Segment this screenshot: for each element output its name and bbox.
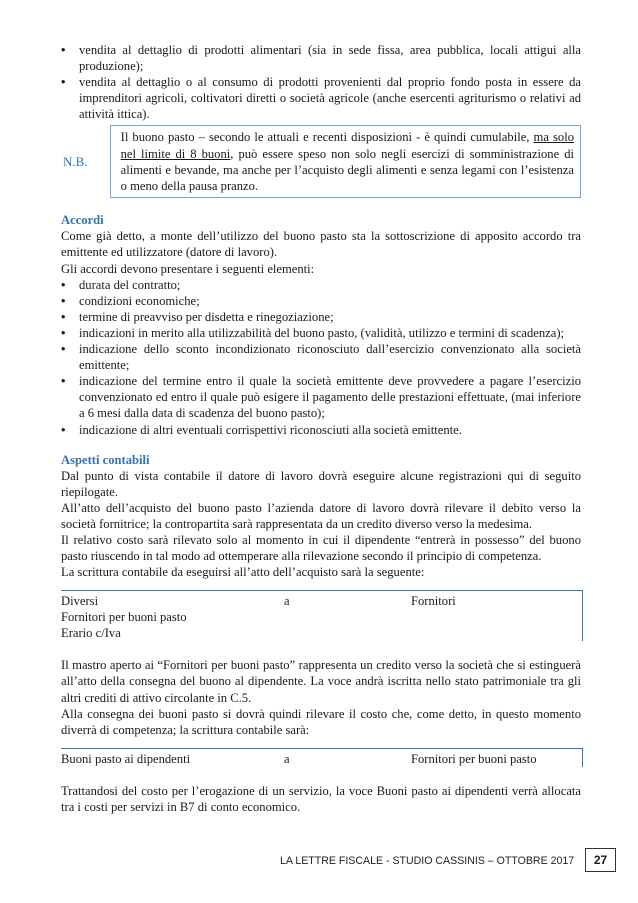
list-item-text: indicazione di altri eventuali corrispettivi riconosciuti alla società emittente. [79,422,462,437]
list-item-text: vendita al dettaglio o al consumo di prodotti provenienti dal proprio fondo posta in essere da imprenditori agricoli, coltivatori diretti o società agricole (anche esercenti agriturismo o relativi ad attività ittica). [79,75,581,122]
bullet-icon: • [61,75,66,90]
entry-debit-account: Fornitori per buoni pasto [61,610,187,625]
list-item [61,325,581,341]
list-item [61,422,581,438]
entry-row [61,625,582,641]
entry-credit-account: Fornitori [411,594,456,609]
list-item-text: condizioni economiche; [79,293,200,308]
entry-separator: a [284,751,290,766]
journal-entry-delivery [61,748,583,767]
paragraph: Trattandosi del costo per l’erogazione di un servizio, la voce Buoni pasto ai dipendenti verrà allocata tra i costi per servizi in B7 di conto economico. [61,783,581,814]
nb-underlined-text: ma solo nel limite di 8 buoni [120,130,574,161]
nb-text: Il buono pasto – secondo le attuali e recenti disposizioni - è quindi cumulabile, [120,130,534,145]
paragraph: Gli accordi devono presentare i seguenti elementi: [61,261,315,276]
list-item [61,42,581,74]
list-item [61,309,581,325]
list-item-text: indicazione dello sconto incondizionato riconosciuto dall’esercizio convenzionato alla società emittente; [79,342,581,373]
spacer [61,641,581,657]
entry-debit-account: Erario c/Iva [61,626,121,641]
list-item [61,74,581,122]
section-title-accordi: Accordi [61,213,104,228]
nb-note [61,125,581,198]
list-item [61,373,581,421]
paragraph: La scrittura contabile da eseguirsi all’atto dell’acquisto sarà la seguente: [61,565,425,580]
nb-label: N.B. [63,153,88,169]
page-content [61,42,581,815]
nb-text: , può essere speso non solo negli esercizi di somministrazione di alimenti e bevande, ma anche per l’acquisto degli alimenti e senza legami con l’esistenza o meno della pausa pranzo. [120,146,574,194]
bullet-icon: • [61,325,66,340]
entry-debit-account: Buoni pasto ai dipendenti [61,751,191,766]
entry-debit-account: Diversi [61,594,99,609]
bullet-icon: • [61,277,66,292]
bullet-icon: • [61,309,66,324]
accordi-bullet-list [61,277,581,438]
spacer [61,767,581,783]
entry-separator: a [284,594,290,609]
entry-row [61,751,582,767]
nb-box [110,125,581,198]
list-item-text: termine di preavviso per disdetta e rinegoziazione; [79,309,334,324]
paragraph: All’atto dell’acquisto del buono pasto l’azienda datore di lavoro dovrà rilevare il debito verso la società fornitrice; la contropartita sarà rappresentata da un credito diverso verso la medesima. [61,500,581,531]
page-number: 27 [585,848,616,872]
bullet-icon: • [61,293,66,308]
bullet-icon: • [61,422,66,437]
list-item-text: vendita al dettaglio di prodotti alimentari (sia in sede fissa, area pubblica, locali attigui alla produzione); [79,43,581,74]
list-item [61,293,581,309]
entry-credit-account: Fornitori per buoni pasto [411,751,537,766]
entry-row [61,609,582,625]
page-footer: LA LETTRE FISCALE - STUDIO CASSINIS – OTTOBRE 2017 [280,855,575,867]
list-item-text: indicazione del termine entro il quale la società emittente deve provvedere a pagare l’esercizio convenzionato ed entro il quale può esigere il pagamento delle prestazioni effettuate, (mai inferiore a 6 mesi dalla data di scadenza del buono pasto); [79,374,581,421]
bullet-icon: • [61,374,66,389]
list-item [61,277,581,293]
paragraph: Il relativo costo sarà rilevato solo al momento in cui il dipendente “entrerà in possesso” del buono pasto riuscendo in tal modo ad ottemperare alla rilevazione secondo il principio di competenza. [61,533,581,564]
section-title-aspetti-contabili: Aspetti contabili [61,452,150,467]
paragraph: Dal punto di vista contabile il datore di lavoro dovrà eseguire alcune registrazioni qui di seguito riepilogate. [61,468,581,499]
journal-entry-purchase [61,590,583,641]
paragraph: Come già detto, a monte dell’utilizzo del buono pasto sta la sottoscrizione di apposito accordo tra emittente ed utilizzatore (datore di lavoro). [61,229,581,260]
list-item-text: durata del contratto; [79,277,181,292]
bullet-icon: • [61,342,66,357]
paragraph: Il mastro aperto ai “Fornitori per buoni pasto” rappresenta un credito verso la società che si estinguerà all’atto della consegna del buono al dipendente. La voce andrà iscritta nello stato patrimoniale tra gli altri crediti di attivo circolante in C.5. [61,658,581,705]
bullet-icon: • [61,43,66,57]
entry-row [61,593,582,609]
intro-bullet-list [61,42,581,122]
list-item [61,341,581,373]
list-item-text: indicazioni in merito alla utilizzabilità del buono pasto, (validità, utilizzo e termini di scadenza); [79,325,565,340]
paragraph: Alla consegna dei buoni pasto si dovrà quindi rilevare il costo che, come detto, in questo momento diverrà di competenza; la scrittura contabile sarà: [61,706,581,737]
